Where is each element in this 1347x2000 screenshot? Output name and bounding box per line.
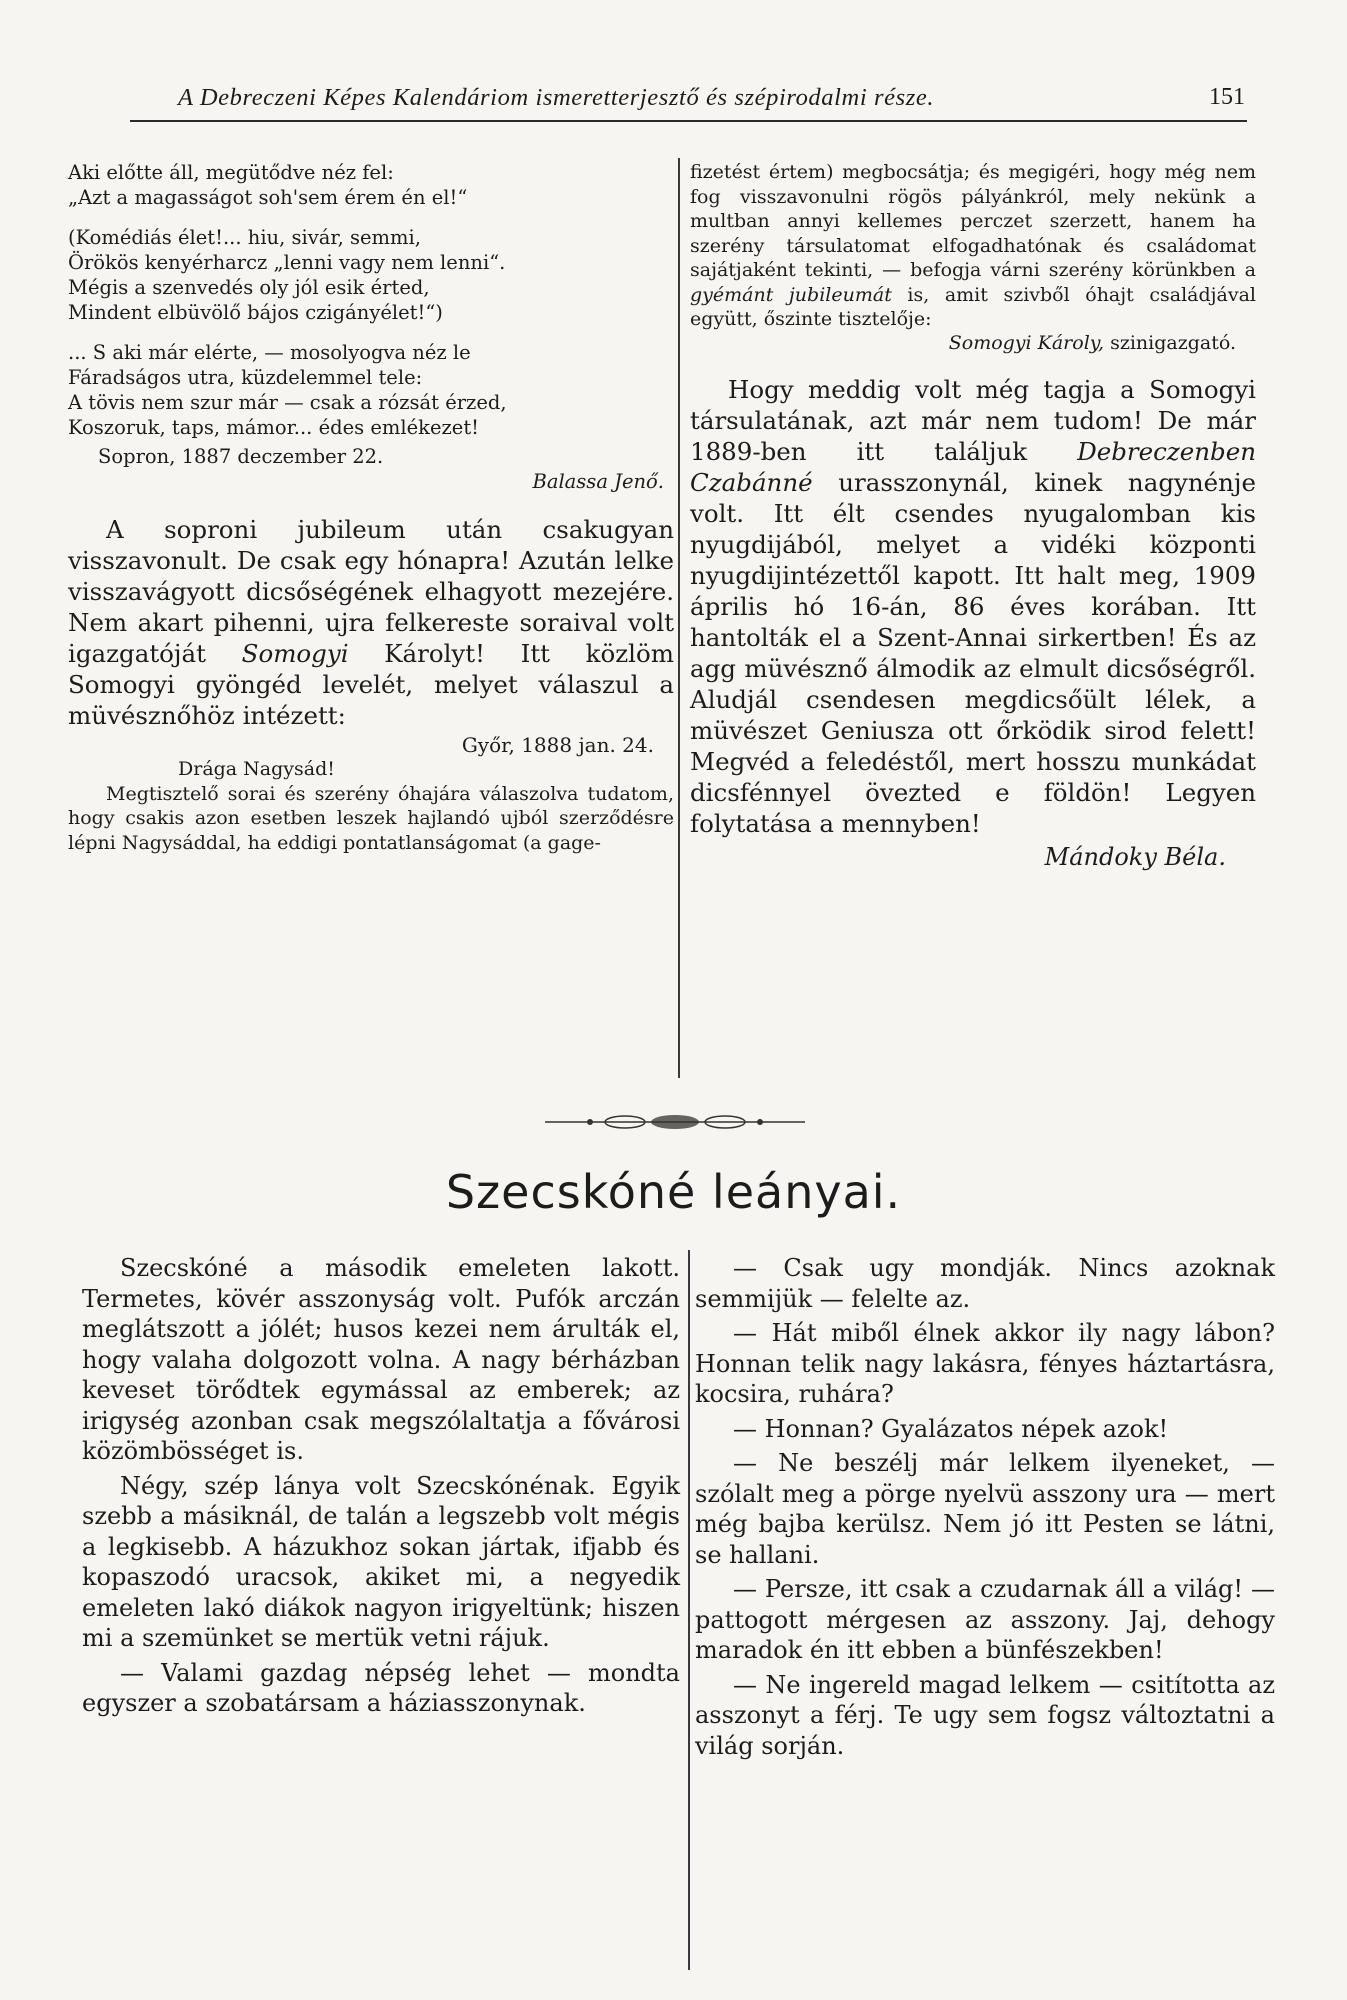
poem-line: Örökös kenyérharcz „lenni vagy nem lenni“. bbox=[68, 251, 506, 274]
story-left-column bbox=[82, 1253, 680, 1723]
story-title: Szecskóné leányai. bbox=[445, 1165, 902, 1219]
story-paragraph: — Ne ingereld magad lelkem — csitította az asszonyt a férj. Te ugy sem fogsz változtatni a világ sorján. bbox=[695, 1670, 1275, 1760]
letter-body: is, amit szivből óhajt családjával együtt, őszinte tisztelője: bbox=[690, 283, 1256, 330]
column-divider bbox=[688, 1250, 690, 1970]
story-paragraph: — Ne beszélj már lelkem ilyeneket, — szólalt meg a pörge nyelvü asszony ura — mert még bajba kerülsz. Nem jó itt Pesten se látni, se hallani. bbox=[695, 1449, 1275, 1569]
running-header bbox=[130, 80, 1247, 122]
story-paragraph: — Csak ugy mondják. Nincs azoknak semmijük — felelte az. bbox=[695, 1254, 1275, 1313]
article-text: Hogy meddig volt még tagja a Somogyi társulatának, azt már nem tudom! De már 1889-ben itt találjuk bbox=[690, 374, 1256, 466]
story-paragraph: Négy, szép lánya volt Szecskónénak. Egyik szebb a másiknál, de talán a legszebb volt mégis a legkisebb. A házukhoz sokan jártak, ifjabb és kopaszodó uracsok, akiket mi, a negyedik emeleten lakó diákok nagyon irigyeltünk; hiszen mi a szemünket se mertük vetni rájuk. bbox=[82, 1471, 680, 1652]
article-paragraph-1 bbox=[68, 514, 674, 731]
article-author: Mándoky Béla. bbox=[1044, 842, 1226, 871]
story-paragraph: — Valami gazdag népség lehet — mondta egyszer a szobatársam a háziasszonynak. bbox=[82, 1658, 680, 1717]
poem-line: Fáradságos utra, küzdelemmel tele: bbox=[68, 366, 423, 389]
story-paragraph: — Honnan? Gyalázatos népek azok! bbox=[733, 1414, 1169, 1443]
poem-line: Koszoruk, taps, mámor... édes emlékezet! bbox=[68, 416, 479, 439]
article-name-italic: Somogyi bbox=[241, 639, 349, 668]
poem-line: Mindent elbüvölő bájos czigányélet!“) bbox=[68, 301, 443, 324]
poem-line: A tövis nem szur már — csak a rózsát érzed, bbox=[68, 391, 507, 414]
page-number: 151 bbox=[1209, 84, 1245, 110]
poem-stanza-2 bbox=[68, 225, 674, 325]
letter-place-date: Győr, 1888 jan. 24. bbox=[461, 733, 654, 757]
ornament-divider-icon bbox=[545, 1110, 805, 1134]
letter-signature bbox=[690, 332, 1256, 354]
story-paragraph: — Persze, itt csak a czudarnak áll a világ! — pattogott mérgesen az asszony. Jaj, dehogy maradok én itt ebben a bünfészekben! bbox=[695, 1575, 1275, 1664]
poem-line: Mégis a szenvedés oly jól esik érted, bbox=[68, 276, 430, 299]
poem-author: Balassa Jenő. bbox=[532, 470, 664, 493]
top-left-column bbox=[68, 160, 674, 855]
poem-stanza-1 bbox=[68, 160, 674, 210]
article-text: Károlyt! Itt közlöm Somogyi gyöngéd levelét, melyet válaszul a müvésznőhöz intézett: bbox=[68, 639, 675, 730]
article-text: A soproni jubileum után csakugyan visszavonult. De csak egy hónapra! Azután lelke visszavágyott dicsőségének elhagyott mezejére. Nem akart pihenni, ujra felkereste soraival volt igazgatóját bbox=[68, 515, 674, 668]
poem-stanza-3 bbox=[68, 340, 674, 440]
story-paragraph: — Hát miből élnek akkor ily nagy lábon? Honnan telik nagy lakásra, fényes háztartásra, kocsira, ruhára? bbox=[695, 1319, 1275, 1408]
letter-left bbox=[68, 757, 674, 855]
letter-salutation: Drága Nagysád! bbox=[178, 758, 335, 780]
article-paragraph-2 bbox=[690, 374, 1256, 839]
article-text: urasszonynál, kinek nagynénje volt. Itt élt csendes nyugalomban kis nyugdijából, melyet a vidéki központi nyugdijintézettől kapott. Itt halt meg, 1909 április hó 16-án, 86 éves korában. Itt hantolták el a Szent-Annai sirkertben! És az agg müvésznő álmodik az elmult dicsőségről. Aludjál csendesen megdicsőült lélek, a müvészet Geniusza ott őrködik sirod felett! Megvéd a feledéstől, mert hosszu munkádat dicsfénnyel övezted e földön! Legyen folytatása a mennyben! bbox=[690, 467, 1256, 838]
letter-body: fizetést értem) megbocsátja; és megigéri, hogy még nem fog visszavonulni rögös pályánkról, mely nekünk a multban annyi kellemes perczet szerzett, hanem ha szerény társulatomat elfogadhatónak és családomat sajátjaként tekinti, — befogja várni szerény körünkben a bbox=[690, 161, 1256, 281]
article-place-italic: Debreczenben Czabánné bbox=[690, 436, 1256, 497]
poem-place-date: Sopron, 1887 deczember 22. bbox=[98, 445, 384, 468]
poem-line: ... S aki már elérte, — mosolyogva néz le bbox=[68, 341, 471, 364]
poem-line: (Komédiás élet!... hiu, sivár, semmi, bbox=[68, 226, 421, 249]
poem-line: Aki előtte áll, megütődve néz fel: bbox=[68, 161, 394, 184]
letter-italic: gyémánt jubileumát bbox=[690, 283, 892, 306]
letter-signature-title: szinigazgató. bbox=[1104, 331, 1236, 354]
column-divider bbox=[678, 158, 680, 1078]
poem-line: „Azt a magasságot soh'sem érem én el!“ bbox=[68, 186, 468, 209]
story-right-column bbox=[695, 1253, 1275, 1765]
letter-body: Megtisztelő sorai és szerény óhajára válaszolva tudatom, hogy csakis azon esetben leszek hajlandó ujból szerződésre lépni Nagysáddal, ha eddigi pontatlanságomat (a gage- bbox=[68, 782, 674, 854]
story-paragraph: Szecskóné a második emeleten lakott. Termetes, kövér asszonyság volt. Pufók arczán meglátszott a jólét; husos kezei nem árulták el, hogy valaha dolgozott volna. A nagy bérházban keveset törődtek egymással az emberek; az irigység azonban csak megszólaltatja a fővárosi közömbösséget is. bbox=[82, 1254, 680, 1465]
top-right-column bbox=[690, 160, 1256, 871]
running-title: A Debreczeni Képes Kalendáriom ismeretterjesztő és szépirodalmi része. bbox=[178, 84, 935, 111]
letter-signature-name: Somogyi Károly, bbox=[948, 331, 1105, 354]
letter-right bbox=[690, 160, 1256, 332]
